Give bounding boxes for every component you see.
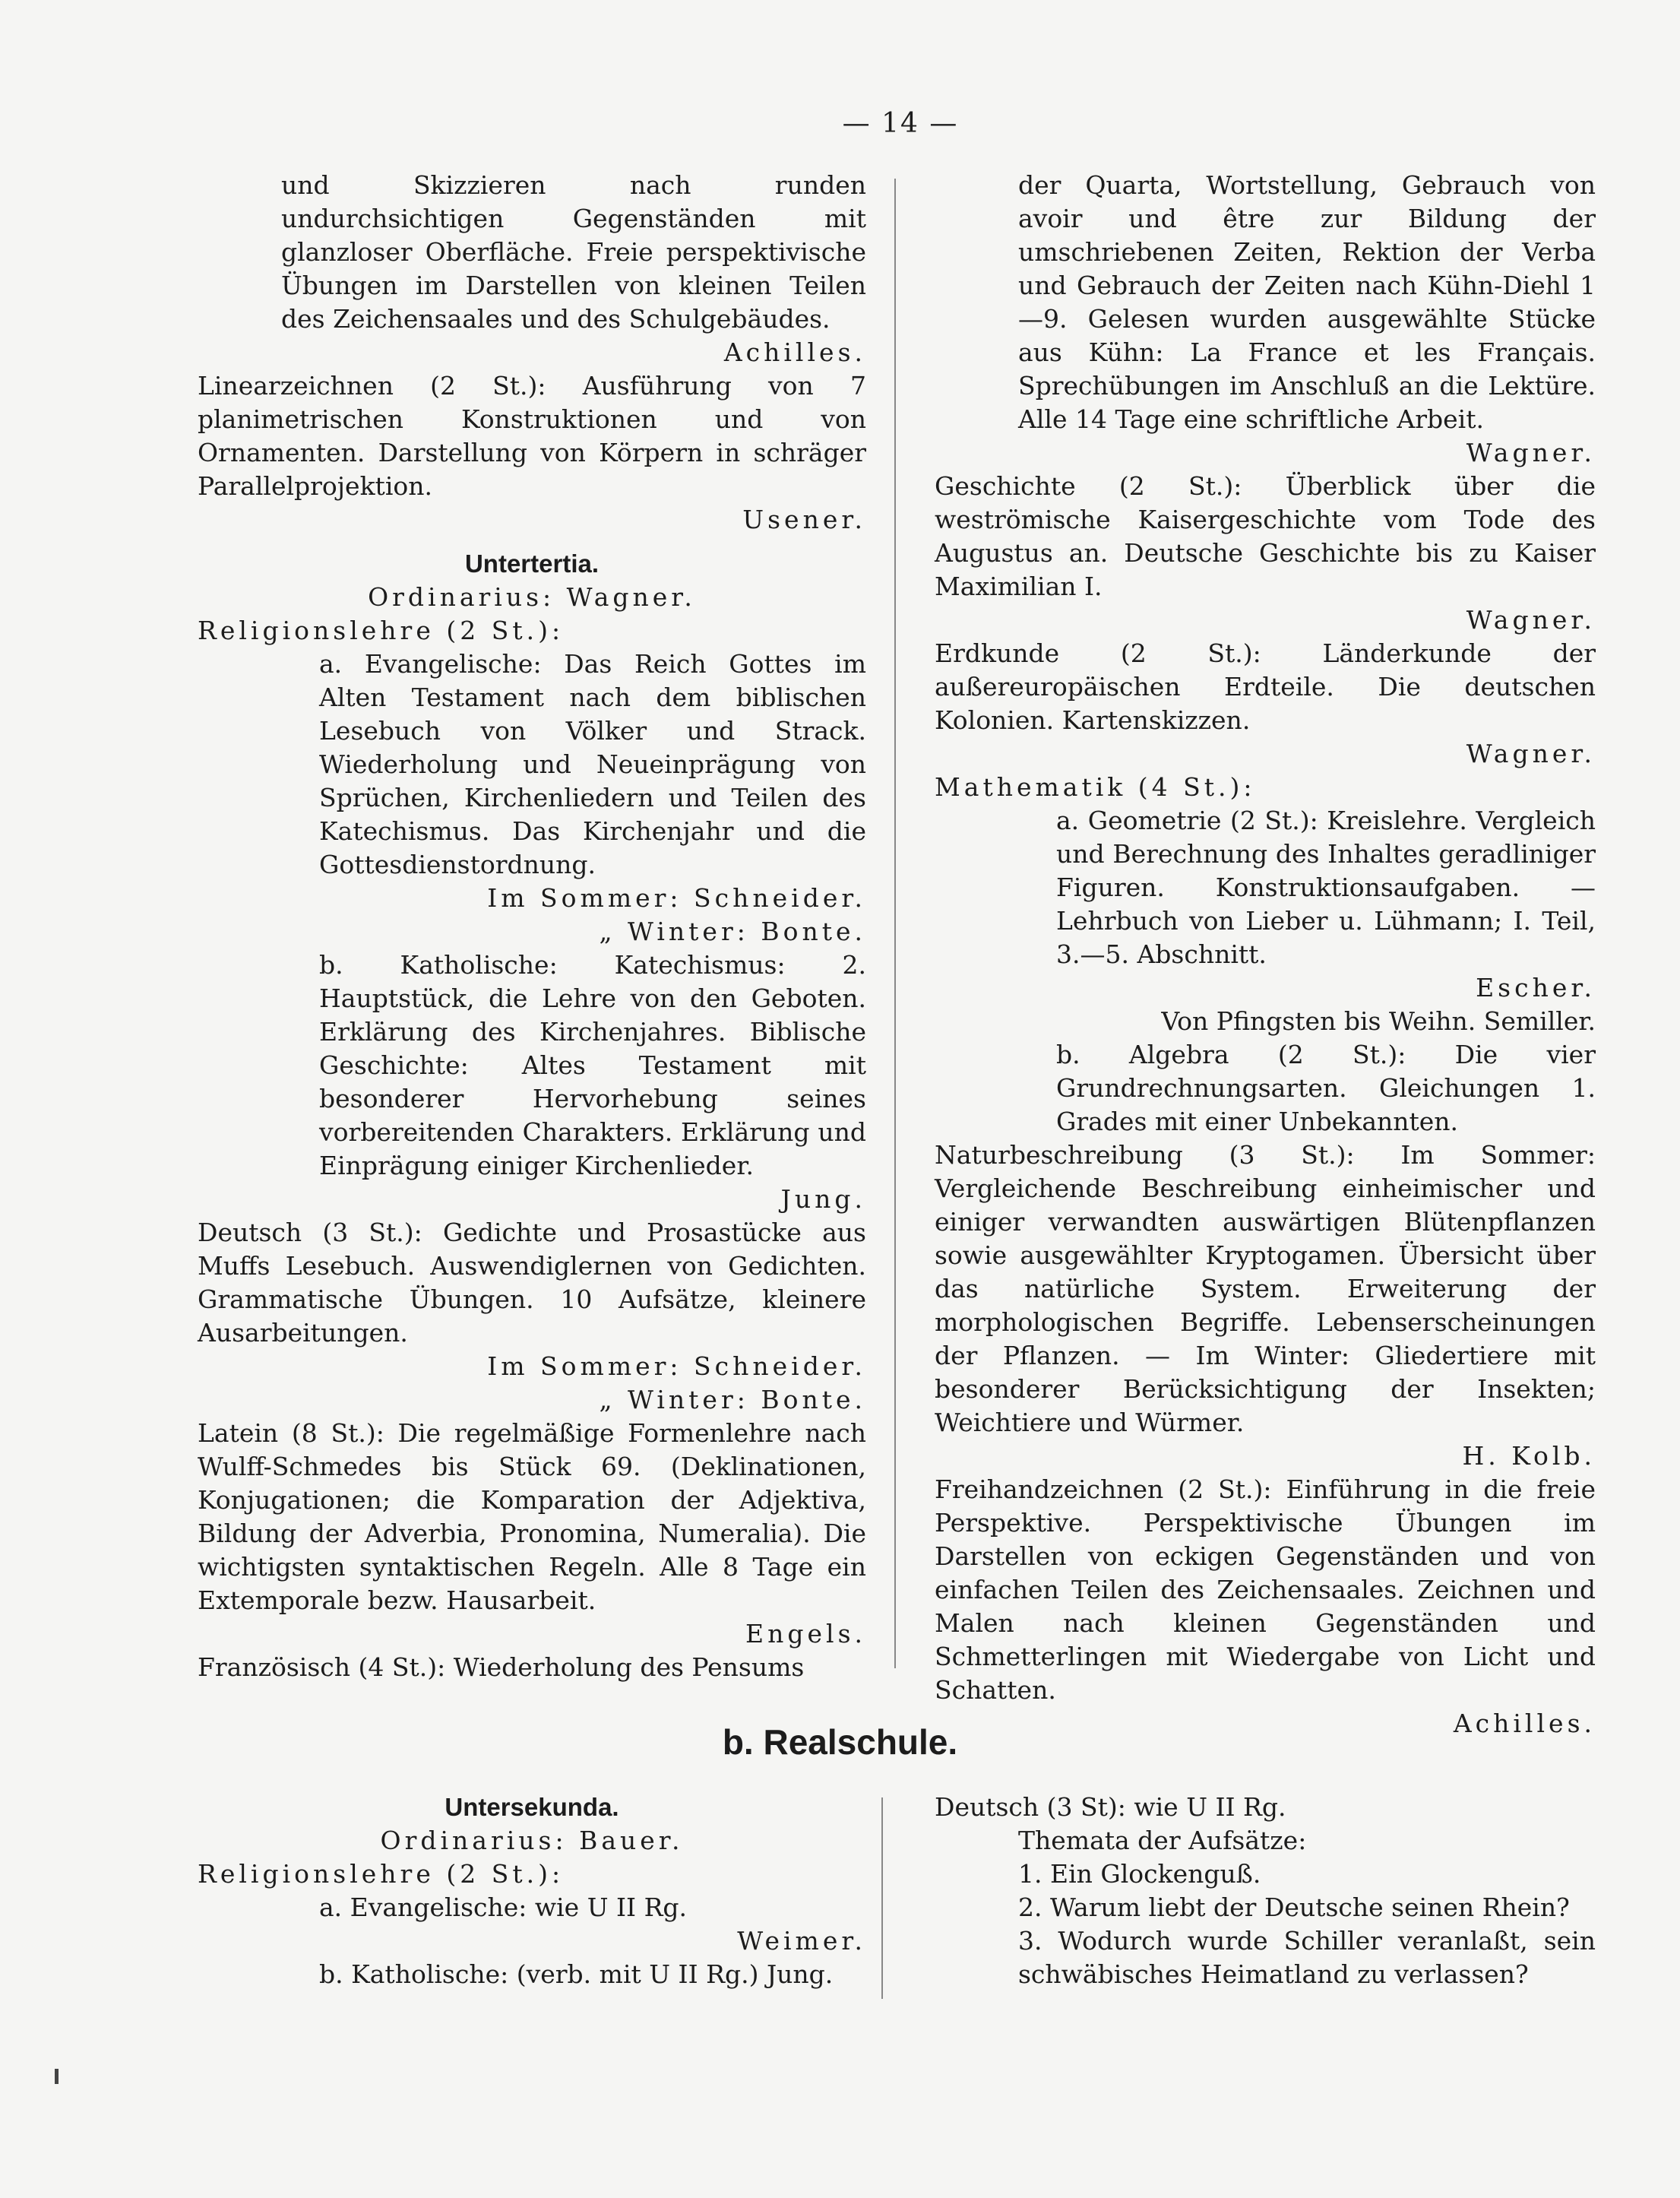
subject: Religionslehre (2 St.): [198,1859,565,1889]
column-divider [881,1797,883,1999]
margin-mark [55,2069,59,2084]
teacher-name: H. Kolb. [1462,1441,1596,1471]
bottom-left-column [198,1791,866,1991]
teacher-name: Wagner. [1466,605,1596,635]
paragraph: Themata der Aufsätze: [1018,1826,1307,1855]
teacher-name: Weimer. [737,1926,866,1956]
teacher-name: Im Sommer: Schneider. [487,1351,866,1381]
list-item: 2. Warum liebt der Deutsche seinen Rhein? [1018,1892,1570,1922]
column-divider [894,179,896,1668]
teacher-name: Engels. [745,1619,866,1648]
teacher-name: Usener. [742,505,866,534]
paragraph: und Skizzieren nach runden undurchsichtigen Gegenständen mit glanzloser Oberfläche. Freie perspektivische Übungen im Darstellen von kleinen Teilen des Zeichensaales und des Schulgebäudes. [281,170,866,334]
paragraph: Erdkunde (2 St.): Länderkunde der außereuropäischen Erdteile. Die deutschen Kolonien. Kartenskizzen. [935,638,1596,735]
teacher-name: „ Winter: Bonte. [599,917,866,946]
subject: Mathematik (4 St.): [935,772,1256,802]
paragraph: Deutsch (3 St): wie U II Rg. [935,1792,1286,1822]
list-item: 3. Wodurch wurde Schiller veranlaßt, sein schwäbisches Heimatland zu verlassen? [1018,1926,1596,1989]
paragraph: Deutsch (3 St.): Gedichte und Prosastücke aus Muffs Lesebuch. Auswendiglernen von Gedichten. Grammatische Übungen. 10 Aufsätze, kleinere Ausarbeitungen. [198,1218,866,1348]
left-column [198,169,866,1684]
page-number: — 14 — [842,108,959,139]
teacher-name: Wagner. [1466,438,1596,467]
paragraph: a. Evangelische: wie U II Rg. [319,1892,688,1922]
section-title: b. Realschule. [722,1722,958,1762]
right-column [935,169,1596,1740]
paragraph: Freihandzeichnen (2 St.): Einführung in die freie Perspektive. Perspektivische Übungen im Darstellen von eckigen Gegenständen und von einfachen Teilen des Zeichensaales. Zeichnen und Malen nach kleinen Gegenständen und Schmetterlingen mit Wiedergabe von Licht und Schatten. [935,1474,1596,1705]
paragraph: Linearzeichnen (2 St.): Ausführung von 7 planimetrischen Konstruktionen und von Ornamenten. Darstellung von Körpern in schräger Parallelprojektion. [198,371,866,501]
ordinarius: Ordinarius: Bauer. [380,1826,684,1855]
teacher-name: Von Pfingsten bis Weihn. Semiller. [1161,1006,1596,1036]
paragraph: b. Katholische: Katechismus: 2. Hauptstück, die Lehre von den Geboten. Erklärung des Kirchenjahres. Biblische Geschichte: Altes Testament mit besonderer Hervorhebung seines vorbereitenden Charakters. Erklärung und Einprägung einiger Kirchenlieder. [319,950,866,1180]
bottom-right-column [935,1791,1596,1991]
paragraph: b. Algebra (2 St.): Die vier Grundrechnungsarten. Gleichungen 1. Grades mit einer Unbekannten. [1056,1040,1596,1136]
paragraph: Latein (8 St.): Die regelmäßige Formenlehre nach Wulff-Schmedes bis Stück 69. (Deklinationen, Konjugationen; die Komparation der Adjektiva, Bildung der Adverbia, Pronomina, Numeralia). Die wichtigsten syntaktischen Regeln. Alle 8 Tage ein Extemporale bezw. Hausarbeit. [198,1418,866,1615]
teacher-name: Jung. [780,1184,866,1214]
teacher-name: Achilles. [1453,1709,1596,1738]
subject: Religionslehre (2 St.): [198,616,565,645]
paragraph: der Quarta, Wortstellung, Gebrauch von avoir und être zur Bildung der umschriebenen Zeiten, Rektion der Verba und Gebrauch der Zeiten nach Kühn-Diehl 1—9. Gelesen wurden ausgewählte Stücke aus Kühn: La France et les Français. Sprechübungen im Anschluß an die Lektüre. Alle 14 Tage eine schriftliche Arbeit. [1018,170,1596,434]
teacher-name: „ Winter: Bonte. [599,1385,866,1414]
paragraph: a. Evangelische: Das Reich Gottes im Alten Testament nach dem biblischen Lesebuch von Völker und Strack. Wiederholung und Neueinprägung von Sprüchen, Kirchenliedern und Teilen des Katechismus. Das Kirchenjahr und die Gottesdienstordnung. [319,649,866,879]
class-heading: Untertertia. [464,550,600,578]
paragraph: a. Geometrie (2 St.): Kreislehre. Vergleich und Berechnung des Inhaltes geradliniger Figuren. Konstruktionsaufgaben. — Lehrbuch von Lieber u. Lühmann; I. Teil, 3.—5. Abschnitt. [1056,806,1596,969]
class-heading: Untersekunda. [445,1793,619,1821]
paragraph: Naturbeschreibung (3 St.): Im Sommer: Vergleichende Beschreibung einheimischer und einiger verwandten auswärtigen Blütenpflanzen sowie ausgewählter Kryptogamen. Übersicht über das natürliche System. Erweiterung der morphologischen Begriffe. Lebenserscheinungen der Pflanzen. — Im Winter: Gliedertiere mit besonderer Berücksichtigung der Insekten; Weichtiere und Würmer. [935,1140,1596,1437]
teacher-name: Wagner. [1466,739,1596,768]
teacher-name: Achilles. [723,337,866,367]
teacher-name: Escher. [1476,973,1596,1002]
ordinarius: Ordinarius: Wagner. [368,582,696,612]
paragraph: b. Katholische: (verb. mit U II Rg.) Jung. [319,1959,834,1989]
list-item: 1. Ein Glockenguß. [1018,1859,1261,1889]
paragraph: Geschichte (2 St.): Überblick über die weströmische Kaisergeschichte vom Tode des Augustus an. Deutsche Geschichte bis zu Kaiser Maximilian I. [935,471,1596,601]
paragraph: Französisch (4 St.): Wiederholung des Pensums [198,1652,805,1682]
teacher-name: Im Sommer: Schneider. [487,883,866,913]
